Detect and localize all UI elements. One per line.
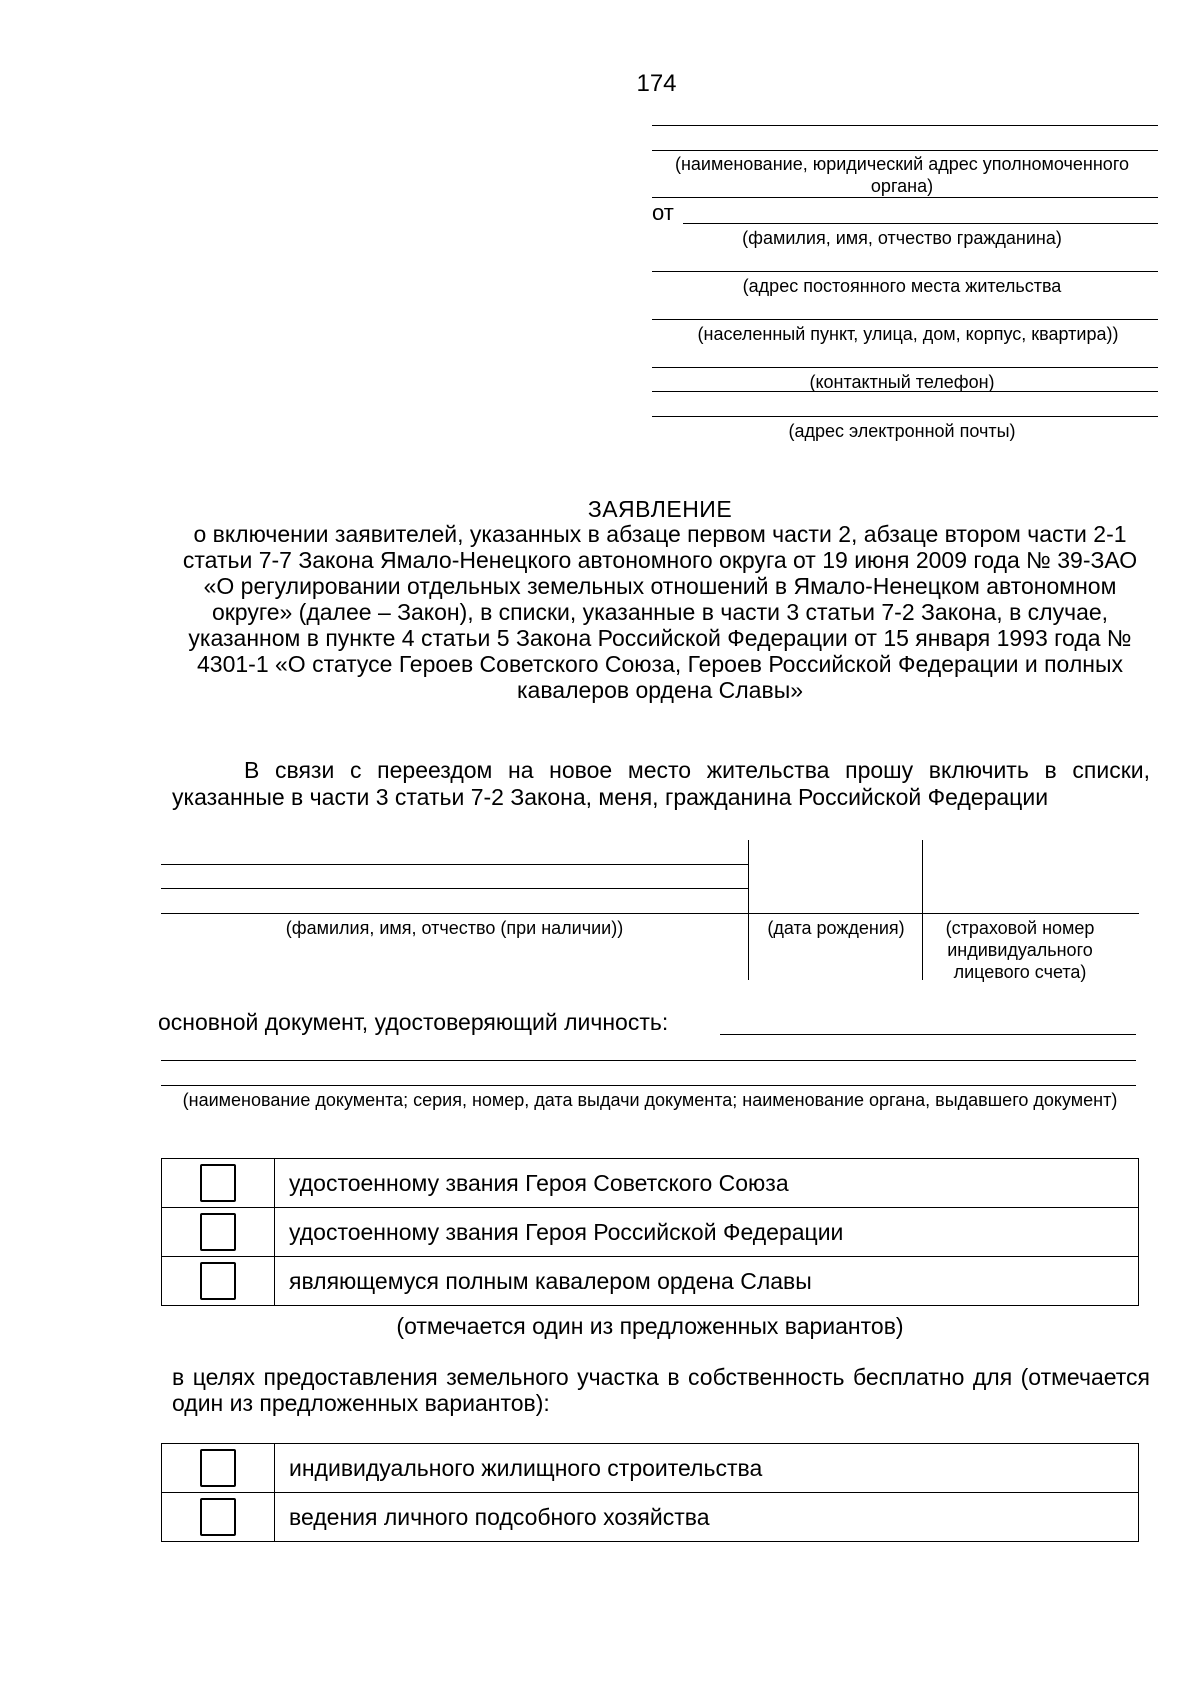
fio-field-line-1[interactable] (161, 864, 748, 865)
address-detail-caption: (населенный пункт, улица, дом, корпус, квартира)) (697, 324, 1119, 344)
birth-date-caption: (дата рождения) (767, 918, 905, 938)
request-paragraph-text: В связи с переездом на новое место жительства прошу включить в списки, указанные в части 3 статьи 7-2 Закона, меня, гражданина Российской Федерации (172, 757, 1150, 810)
purpose-options-table (161, 1443, 1139, 1542)
address-detail-line[interactable] (652, 319, 1158, 320)
status-option-checkbox-cell (162, 1208, 275, 1257)
status-option-checkbox-cell (162, 1257, 275, 1306)
applicant-name-line[interactable] (683, 223, 1158, 224)
status-option-checkbox-cell (162, 1159, 275, 1208)
identity-label: основной документ, удостоверяющий личность: (158, 1009, 669, 1035)
birth-date-field[interactable] (750, 842, 920, 910)
identity-field-line-1[interactable] (720, 1034, 1136, 1035)
address-caption: (адрес постоянного места жительства (742, 276, 1062, 296)
purpose-option-row (162, 1493, 1139, 1542)
status-option-checkbox[interactable] (200, 1213, 236, 1251)
person-table-divider-2 (922, 840, 923, 980)
purpose-paragraph: в целях предоставления земельного участка в собственность бесплатно для (отмечается один из предложенных вариантов): (172, 1364, 1150, 1416)
purpose-option-checkbox-cell (162, 1444, 275, 1493)
purpose-option-label: индивидуального жилищного строительства (275, 1444, 1139, 1493)
authority-caption-underline (652, 197, 1158, 198)
status-option-label: являющемуся полным кавалером ордена Славы (275, 1257, 1139, 1306)
authority-field-line-1[interactable] (652, 125, 1158, 126)
authority-caption: (наименование, юридический адрес уполномоченного органа) (674, 154, 1130, 196)
email-line[interactable] (652, 416, 1158, 417)
document-title: ЗАЯВЛЕНИЕ (587, 496, 733, 522)
document-subtitle: о включении заявителей, указанных в абзаце первом части 2, абзаце втором части 2-1 статьи 7-7 Закона Ямало-Ненецкого автономного округа от 19 июня 2009 года № 39-ЗАО «О регулировании отдельных земельных отношений в Ямало-Ненецком автономном округе» (далее – Закон), в списки, указанные в части 3 статьи 7-2 Закона, в случае, указанном в пункте 4 статьи 5 Закона Российской Федерации от 15 января 1993 года № 4301-1 «О статусе Героев Советского Союза, Героев Российской Федерации и полных кавалеров ордена Славы» (182, 521, 1138, 703)
purpose-option-checkbox[interactable] (200, 1498, 236, 1536)
status-option-checkbox[interactable] (200, 1262, 236, 1300)
snils-caption: (страховой номер индивидуального лицевого счета) (945, 918, 1095, 982)
authority-field-line-2[interactable] (652, 150, 1158, 151)
status-option-row (162, 1257, 1139, 1306)
identity-field-line-2[interactable] (161, 1060, 1136, 1061)
purpose-option-checkbox[interactable] (200, 1449, 236, 1487)
purpose-option-label: ведения личного подсобного хозяйства (275, 1493, 1139, 1542)
phone-caption: (контактный телефон) (809, 372, 995, 392)
status-option-label: удостоенному звания Героя Советского Союза (275, 1159, 1139, 1208)
email-caption: (адрес электронной почты) (788, 421, 1016, 441)
request-paragraph (172, 757, 1150, 811)
person-table-divider-1 (748, 840, 749, 980)
identity-caption: (наименование документа; серия, номер, дата выдачи документа; наименование органа, выдавшего документ) (182, 1090, 1118, 1110)
applicant-name-caption: (фамилия, имя, отчество гражданина) (742, 228, 1062, 248)
identity-field-line-3[interactable] (161, 1085, 1136, 1086)
phone-caption-underline (652, 391, 1158, 392)
from-label: от (652, 200, 674, 225)
address-line[interactable] (652, 271, 1158, 272)
purpose-option-row (162, 1444, 1139, 1493)
person-table-bottom-line (161, 913, 1139, 914)
status-options-table (161, 1158, 1139, 1306)
status-option-label: удостоенному звания Героя Российской Федерации (275, 1208, 1139, 1257)
purpose-option-checkbox-cell (162, 1493, 275, 1542)
status-option-row (162, 1208, 1139, 1257)
fio-field-line-2[interactable] (161, 888, 748, 889)
status-option-row (162, 1159, 1139, 1208)
fio-caption: (фамилия, имя, отчество (при наличии)) (285, 918, 624, 938)
status-note: (отмечается один из предложенных вариантов) (396, 1313, 904, 1339)
snils-field[interactable] (924, 842, 1138, 910)
status-option-checkbox[interactable] (200, 1164, 236, 1202)
page-number: 174 (636, 70, 677, 97)
phone-line[interactable] (652, 367, 1158, 368)
